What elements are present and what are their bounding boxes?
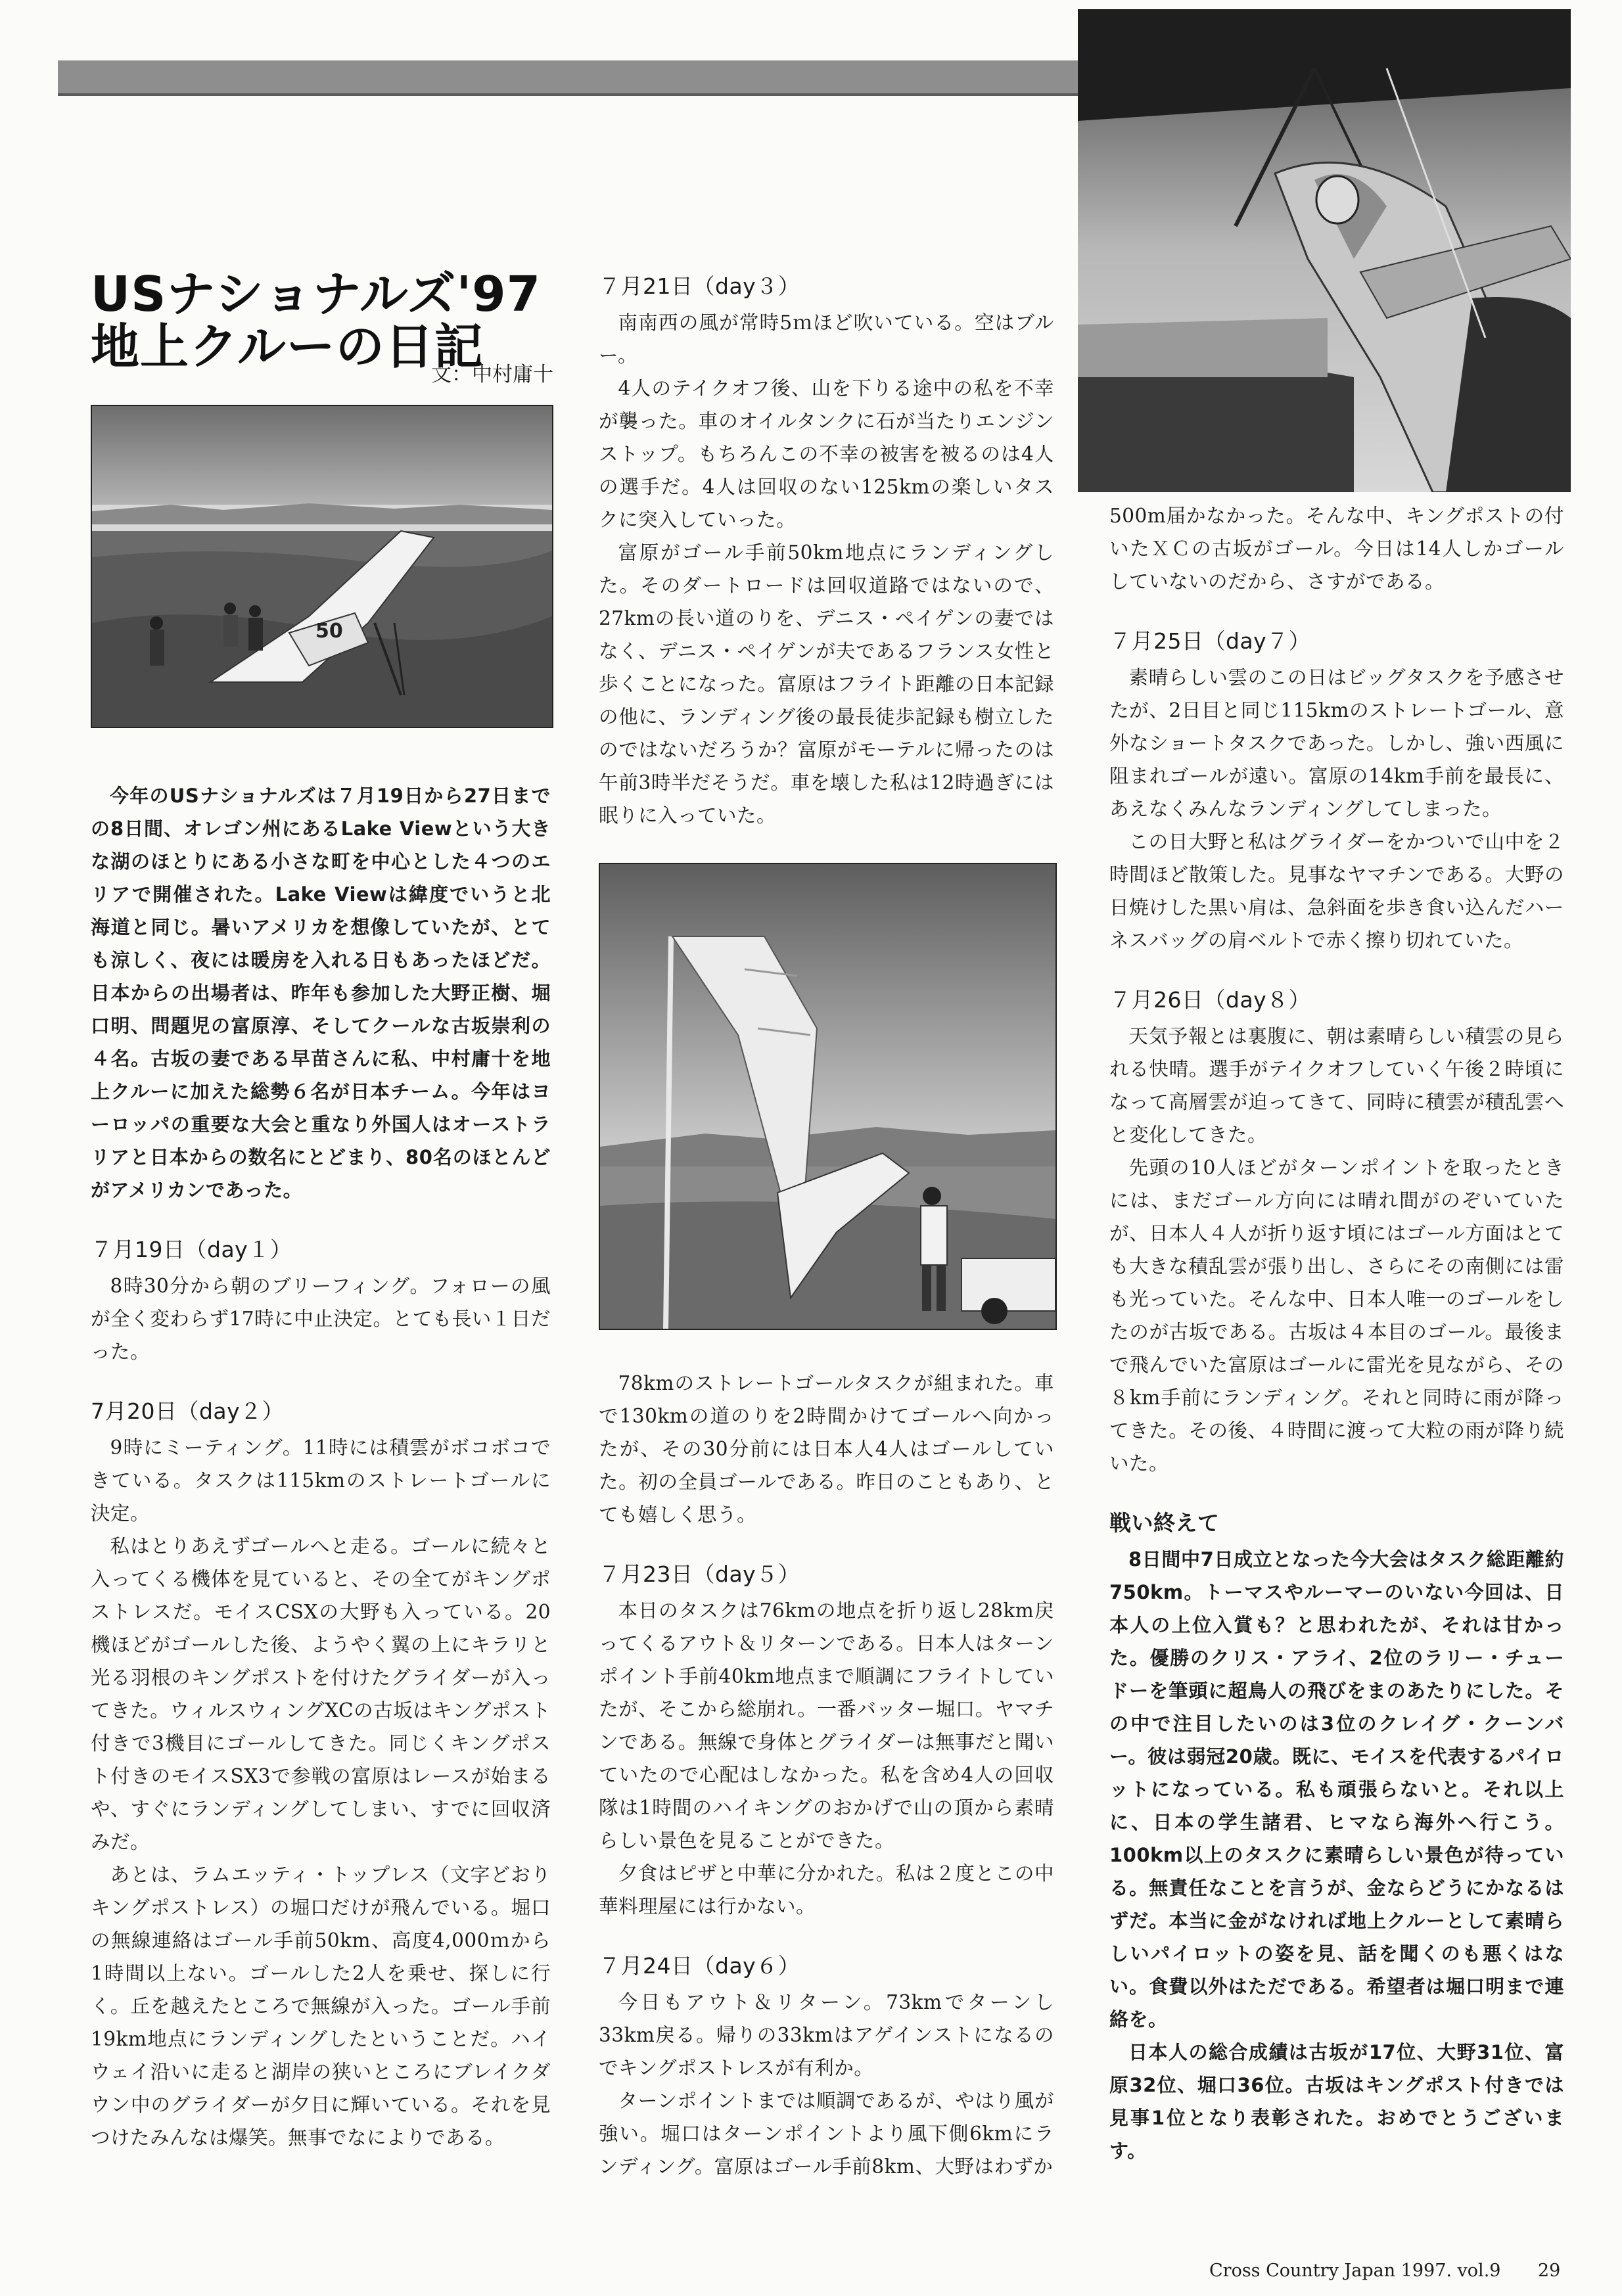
- paragraph: 78kmのストレートゴールタスクが組まれた。車で130kmの道のりを2時間かけてゴールへ向かったが、その30分前には日本人4人はゴールしていた。初の全員ゴールである。昨日のこともあり、とても嬉しく思う。: [599, 1372, 1054, 1526]
- paragraph: 8時30分から朝のブリーフィング。フォローの風が全く変わらず17時に中止決定。とても長い１日だった。: [91, 1275, 551, 1363]
- paragraph: 本日のタスクは76kmの地点を折り返し28km戻ってくるアウト＆リターンである。日本人はターンポイント手前40km地点まで順調にフライトしていたが、そこから総崩れ。一番バッター堀口。ヤマチンである。無線で身体とグライダーは無事だと聞いていたので心配はしなかった。私を含め4人の回収隊は1時間のハイキングのおかげで山の頂から素晴らしい景色を見ることができた。: [599, 1599, 1054, 1852]
- closing-section: [1109, 1507, 1564, 2167]
- paragraph: 今日もアウト＆リターン。73kmでターンし33km戻る。帰りの33kmはアゲインストになるのでキングポストレスが有利か。: [599, 1991, 1054, 2079]
- col3-section-0: [1109, 626, 1564, 957]
- col1-section-0: [91, 1234, 551, 1368]
- paragraph: 先頭の10人ほどがターンポイントを取ったときには、まだゴール方向には晴れ間がのぞいていたが、日本人４人が折り返す頃にはゴール方面はとても大きな積乱雲が張り出し、さらにその南側には雷も光っていた。そんな中、日本人唯一のゴールをしたのが古坂である。古坂は４本目のゴール。最後まで飛んでいた富原はゴールに雷光を見ながら、その８km手前にランディング。それと同時に雨が降ってきた。その後、４時間に渡って大粒の雨が降り続いた。: [1109, 1157, 1564, 1475]
- column-1: [91, 779, 551, 2154]
- col2-section-1: [599, 1950, 1054, 2183]
- paragraph: 500m届かなかった。そんな中、キングポストの付いたＸＣの古坂がゴール。今日は14人しかゴールしていないのだから、さすがである。: [1109, 505, 1564, 593]
- section-heading: ７月26日（day８）: [1109, 987, 1311, 1013]
- col3-section-1: [1109, 984, 1564, 1480]
- glider-number: 50: [315, 620, 343, 643]
- paragraph: 天気予報とは裏腹に、朝は素晴らしい積雲の見られる快晴。選手がテイクオフしていく午後２時頃になって高層雲が迫ってきて、同時に積雲が積乱雲へと変化してきた。: [1109, 1025, 1564, 1146]
- section-heading: ７月19日（day１）: [91, 1237, 292, 1262]
- section-heading: ７月24日（day６）: [599, 1953, 800, 1979]
- author-credit: 文：中村庸十: [431, 363, 553, 386]
- photo-glider-hill: [91, 405, 553, 728]
- photo-pilot-takeoff: [1078, 9, 1571, 492]
- title-line-1: USナショナルズ'97: [91, 266, 542, 323]
- paragraph: この日大野と私はグライダーをかついで山中を２時間ほど散策した。見事なヤマチンである。大野の日焼けした黒い肩は、急斜面を歩き食い込んだハーネスバッグの肩ベルトで赤く擦り切れていた。: [1109, 831, 1564, 952]
- section-heading: ７月23日（day５）: [599, 1561, 800, 1587]
- paragraph: 富原がゴール手前50km地点にランディングした。そのダートロードは回収道路ではないので、27kmの長い道のりを、デニス・ペイゲンの妻ではなく、デニス・ペイゲンが夫であるフランス女性と歩くことになった。富原はフライト距離の日本記録の他に、ランディング後の最長徒歩記録も樹立したのではないだろうか？富原がモーテルに帰ったのは午前3時半だそうだ。車を壊した私は12時過ぎには眠りに入っていた。: [599, 541, 1054, 827]
- paragraph: 私はとりあえずゴールへと走る。ゴールに続々と入ってくる機体を見ていると、その全てがキングポストレスだ。モイスCSXの大野も入っている。20機ほどがゴールした後、ようやく翼の上にキラリと光る羽根のキングポストを付けたグライダーが入ってきた。ウィルスウィングXCの古坂はキングポスト付きで3機目にゴールしてきた。同じくキングポスト付きのモイスSX3で参戦の富原はレースが始まるや、すぐにランディングしてしまい、すでに回収済みだ。: [91, 1535, 551, 1853]
- col2-section-0: [599, 1559, 1054, 1923]
- col1-section-1: [91, 1396, 551, 2154]
- section-heading: 7月20日（day２）: [91, 1398, 285, 1424]
- magazine-footer: Cross Country Japan 1997. vol.9: [1209, 2261, 1501, 2281]
- column-2-bottom: [599, 1367, 1054, 2183]
- paragraph: 8日間中7日成立となった今大会はタスク総距離約750km。トーマスやルーマーのいない今回は、日本人の上位入賞も？と思われたが、それは甘かった。優勝のクリス・アライ、2位のラリー・チュードーを筆頭に超鳥人の飛びをまのあたりにした。その中で注目したいのは3位のクレイグ・クーンバー。彼は弱冠20歳。既に、モイスを代表するパイロットになっている。私も頑張らないと。それ以上に、日本の学生諸君、ヒマなら海外へ行こう。100km以上のタスクに素晴らしい景色が待っている。無責任なことを言うが、金ならどうにかなるはずだ。本当に金がなければ地上クルーとして素晴らしいパイロットの姿を見、話を聞くのも悪くはない。食費以外はただである。希望者は堀口明まで連絡を。: [1109, 1548, 1564, 2031]
- header-bar: [58, 60, 1080, 96]
- column-2-top: [599, 271, 1054, 832]
- paragraph: 9時にミーティング。11時には積雲がボコボコできている。タスクは115kmのストレートゴールに決定。: [91, 1436, 551, 1525]
- paragraph: 4人のテイクオフ後、山を下りる途中の私を不幸が襲った。車のオイルタンクに石が当たりエンジンストップ。もちろんこの不幸の被害を被るのは4人の選手だ。4人は回収のない125kmの楽しいタスクに突入していった。: [599, 377, 1054, 531]
- paragraph: 夕食はピザと中華に分かれた。私は２度とこの中華料理屋には行かない。: [599, 1862, 1054, 1917]
- page-number: 29: [1538, 2261, 1561, 2281]
- section-heading: ７月21日（day３）: [599, 273, 800, 299]
- paragraph: 素晴らしい雲のこの日はビッグタスクを予感させたが、2日目と同じ115kmのストレートゴール、意外なショートタスクであった。しかし、強い西風に阻まれゴールが遠い。富原の14km手前を最長に、あえなくみんなランディングしてしまった。: [1109, 666, 1564, 820]
- section-heading: 戦い終えて: [1109, 1510, 1220, 1536]
- photo-windsock: [599, 863, 1057, 1330]
- column-3: [1109, 499, 1564, 2167]
- paragraph: 南南西の風が常時5ｍほど吹いている。空はブルー。: [599, 311, 1054, 367]
- paragraph: ターンポイントまでは順調であるが、やはり風が強い。堀口はターンポイントより風下側6kmにランディング。富原はゴール手前8km、大野はわずか: [599, 2090, 1054, 2178]
- section-heading: ７月25日（day７）: [1109, 628, 1311, 654]
- intro-paragraph: 今年のUSナショナルズは７月19日から27日までの8日間、オレゴン州にあるLake Viewという大きな湖のほとりにある小さな町を中心とした４つのエリアで開催された。Lake Viewは緯度でいうと北海道と同じ。暑いアメリカを想像していたが、とても涼しく、夜には暖房を入れる日もあったほどだ。日本からの出場者は、昨年も参加した大野正樹、堀口明、問題児の富原淳、そしてクールな古坂崇利の４名。古坂の妻である早苗さんに私、中村庸十を地上クルーに加えた総勢６名が日本チーム。今年はヨーロッパの重要な大会と重なり外国人はオーストラリアと日本からの数名にとどまり、80名のほとんどがアメリカンであった。: [91, 785, 551, 1201]
- title-line-2: 地上クルーの日記: [91, 319, 484, 375]
- paragraph: 日本人の総合成績は古坂が17位、大野31位、富原32位、堀口36位。古坂はキングポスト付きでは見事1位となり表彰された。おめでとうございます。: [1109, 2041, 1564, 2162]
- paragraph: あとは、ラムエッティ・トップレス（文字どおりキングポストレス）の堀口だけが飛んでいる。堀口の無線連絡はゴール手前50km、高度4,000ｍから1時間以上ない。ゴールした2人を乗せ、探しに行く。丘を越えたところで無線が入った。ゴール手前19km地点にランディングしたということだ。ハイウェイ沿いに走ると湖岸の狭いところにブレイクダウン中のグライダーが夕日に輝いている。それを見つけたみんなは爆笑。無事でなによりである。: [91, 1864, 551, 2149]
